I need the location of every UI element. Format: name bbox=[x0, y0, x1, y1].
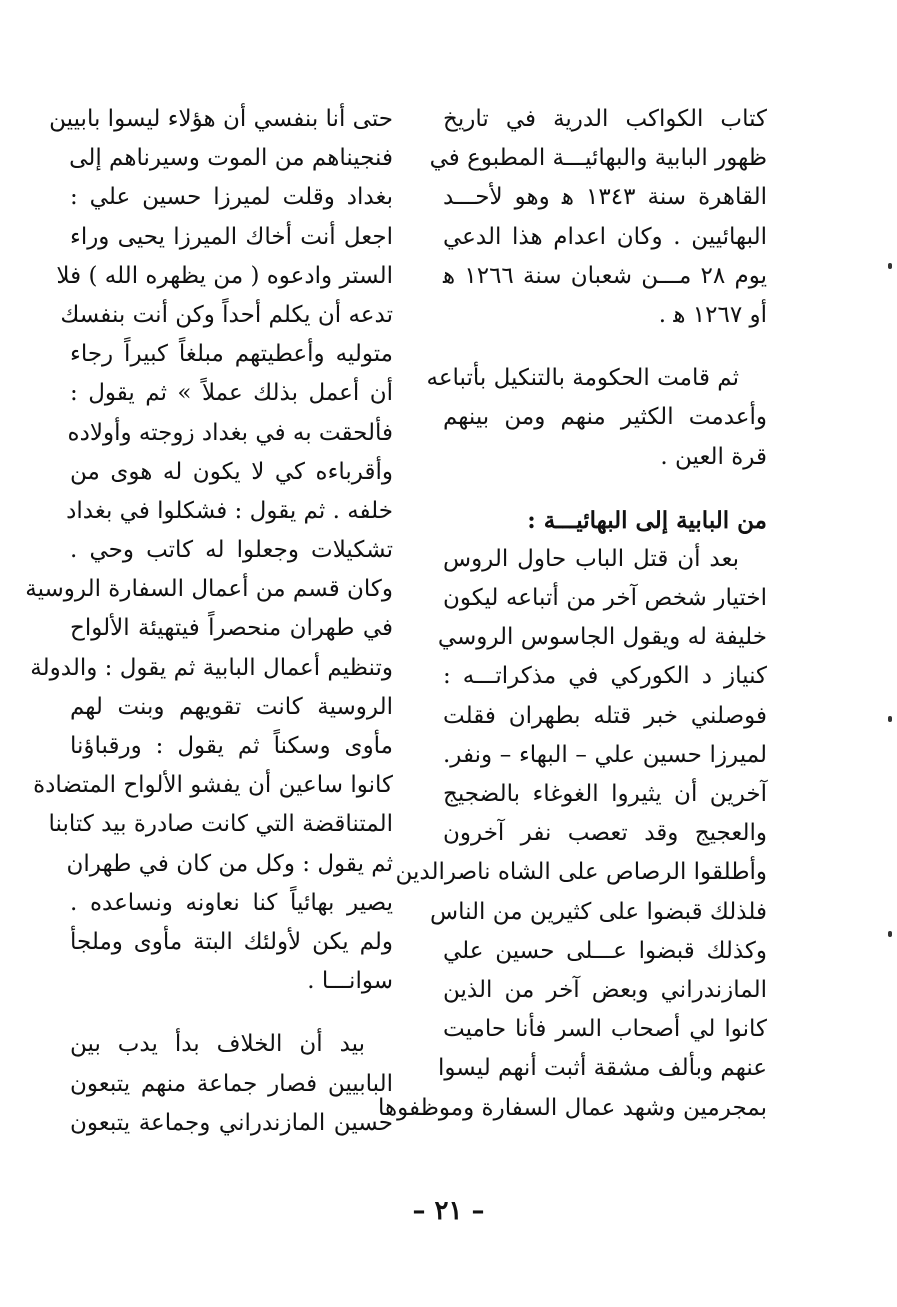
text-line: اجعل أنت أخاك الميرزا يحيى وراء bbox=[70, 223, 393, 250]
text-line: بيد أن الخلاف بدأ يدب بين bbox=[70, 1031, 365, 1058]
text-line: تشكيلات وجعلوا له كاتب وحي . bbox=[70, 537, 393, 564]
text-line: سوانـــا . bbox=[307, 968, 393, 995]
paragraph-dispute bbox=[70, 1025, 393, 1143]
text-line: والعجيج وقد تعصب نفر آخرون bbox=[443, 820, 767, 847]
text-line: حسين المازندراني وجماعة يتبعون bbox=[70, 1109, 393, 1136]
text-line: البهائيين . وكان اعدام هذا الدعي bbox=[443, 223, 767, 250]
scan-speck bbox=[888, 716, 892, 722]
text-line: اختيار شخص آخر من أتباعه ليكون bbox=[443, 585, 767, 612]
text-line: يصير بهائياً كنا نعاونه ونساعده . bbox=[70, 889, 393, 916]
text-line: خليفة له ويقول الجاسوس الروسي bbox=[437, 624, 767, 651]
text-line: وأطلقوا الرصاص على الشاه ناصرالدين bbox=[395, 859, 767, 886]
scan-speck bbox=[888, 931, 892, 937]
text-line: خلفه . ثم يقول : فشكلوا في بغداد bbox=[66, 497, 393, 524]
text-line: البابيين فصار جماعة منهم يتبعون bbox=[70, 1070, 393, 1097]
text-line: عنهم وبألف مشقة أثبت أنهم ليسوا bbox=[437, 1055, 767, 1082]
section-heading: من البابية إلى البهائيـــة : bbox=[527, 506, 767, 534]
text-line: ثم يقول : وكل من كان في طهران bbox=[66, 850, 393, 877]
text-line: قرة العين . bbox=[660, 443, 767, 470]
text-line: أو ١٢٦٧ ﻫ . bbox=[658, 301, 767, 328]
paragraph-spy-memoir bbox=[25, 100, 393, 1001]
right-text-column bbox=[377, 100, 767, 1128]
text-line: ولم يكن لأولئك البتة مأوى وملجأ bbox=[70, 928, 393, 955]
paragraph-government-action bbox=[426, 359, 767, 477]
text-line: الستر وادعوه ( من يظهره الله ) فلا bbox=[56, 262, 393, 289]
text-line: فألحقت به في بغداد زوجته وأولاده bbox=[67, 419, 393, 446]
text-line: وكان قسم من أعمال السفارة الروسية bbox=[25, 576, 393, 603]
text-line: متوليه وأعطيتهم مبلغاً كبيراً رجاء bbox=[70, 341, 393, 368]
text-line: تدعه أن يكلم أحداً وكن أنت بنفسك bbox=[60, 301, 393, 328]
text-line: في طهران منحصراً فيتهيئة الألواح bbox=[70, 615, 393, 642]
text-line: آخرين أن يثيروا الغوغاء بالضجيج bbox=[443, 781, 767, 807]
text-line: الروسية كانت تقويهم وبنت لهم bbox=[70, 693, 393, 720]
text-line: بغداد وقلت لميرزا حسين علي : bbox=[70, 184, 393, 211]
text-line: بعد أن قتل الباب حاول الروس bbox=[443, 545, 739, 572]
text-line: فوصلني خبر قتله بطهران فقلت bbox=[443, 702, 767, 729]
text-line: وأعدمت الكثير منهم ومن بينهم bbox=[443, 404, 767, 431]
scan-speck bbox=[888, 263, 892, 269]
text-line: وأقرباءه كي لا يكون له هوى من bbox=[70, 458, 393, 485]
text-line: لميرزا حسين علي – البهاء – ونفر. bbox=[443, 741, 767, 768]
text-line: حتى أنا بنفسي أن هؤلاء ليسوا بابيين bbox=[49, 106, 393, 132]
page-number: – ٢١ – bbox=[412, 1196, 485, 1226]
text-line: فلذلك قبضوا على كثيرين من الناس bbox=[430, 898, 767, 925]
text-line: كتاب الكواكب الدرية في تاريخ bbox=[443, 106, 767, 132]
text-line: كانوا ساعين أن يفشو الألواح المتضادة bbox=[33, 772, 393, 799]
text-line: المازندراني وبعض آخر من الذين bbox=[443, 976, 767, 1003]
text-line: فنجيناهم من الموت وسيرناهم إلى bbox=[69, 145, 393, 172]
text-line: ظهور البابية والبهائيـــة المطبوع في bbox=[429, 145, 767, 172]
text-line: مأوى وسكناً ثم يقول : ورقباؤنا bbox=[70, 733, 393, 759]
left-text-column bbox=[25, 100, 393, 1143]
text-line: وتنظيم أعمال البابية ثم يقول : والدولة bbox=[30, 654, 393, 681]
text-line: أن أعمل بذلك عملاً » ثم يقول : bbox=[70, 380, 393, 407]
text-line: المتناقضة التي كانت صادرة بيد كتابنا bbox=[48, 811, 393, 838]
paragraph-execution-date bbox=[429, 100, 767, 335]
text-line: القاهرة سنة ١٣٤٣ ﻫ وهو لأحـــد bbox=[443, 184, 767, 211]
text-line: ثم قامت الحكومة بالتنكيل بأتباعه bbox=[426, 365, 739, 392]
text-line: يوم ٢٨ مـــن شعبان سنة ١٢٦٦ ﻫ bbox=[443, 262, 767, 289]
text-line: وكذلك قبضوا عـــلى حسين علي bbox=[443, 937, 767, 964]
paragraph-russian-spy bbox=[377, 540, 767, 1128]
text-line: كانوا لي أصحاب السر فأنا حاميت bbox=[443, 1016, 767, 1043]
text-line: كنياز د الكوركي في مذكراتـــه : bbox=[443, 663, 767, 690]
text-line: بمجرمين وشهد عمال السفارة وموظفوها bbox=[377, 1094, 767, 1121]
